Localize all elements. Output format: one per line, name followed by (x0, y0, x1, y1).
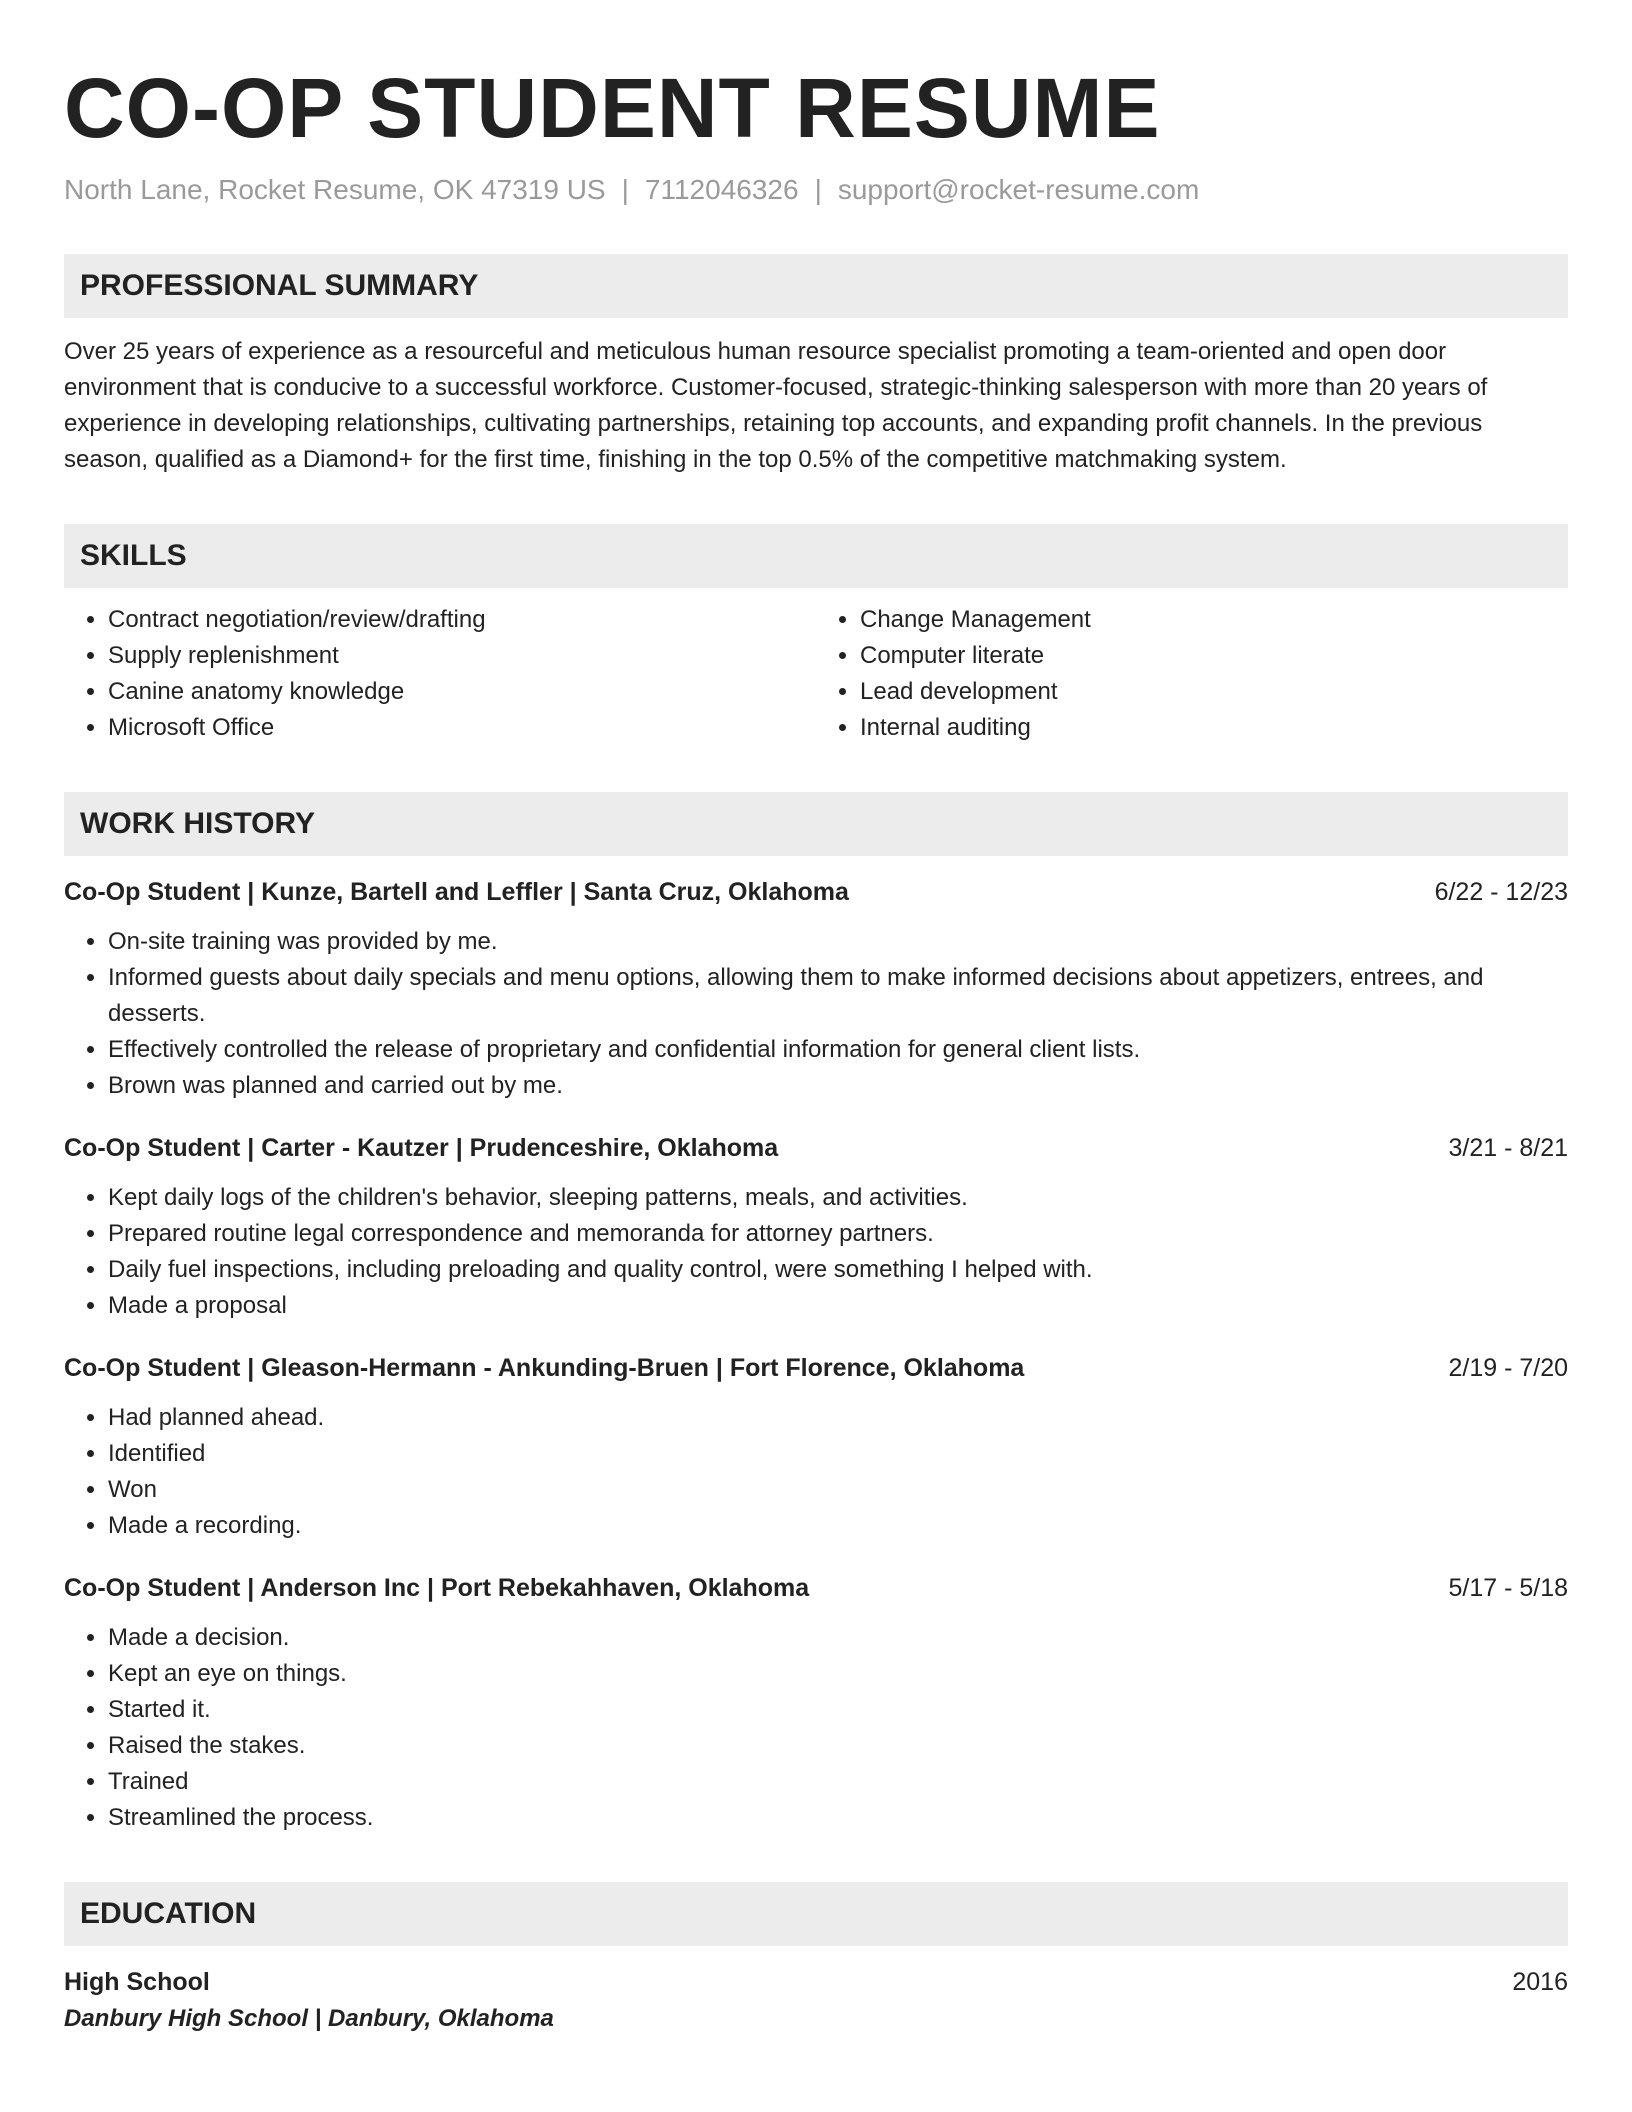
job-bullets (64, 924, 1568, 1104)
contact-address: North Lane, Rocket Resume, OK 47319 US (64, 174, 606, 205)
job-bullet: • Prepared routine legal correspondence and memoranda for attorney partners. (108, 1216, 1568, 1252)
job-bullet: • On-site training was provided by me. (108, 924, 1568, 960)
skills-list (64, 602, 1568, 746)
contact-separator: | (621, 174, 629, 205)
education-degree: High School (64, 1968, 210, 1996)
job-bullet: • Made a recording. (108, 1508, 1568, 1544)
job-title: Co-Op Student | Anderson Inc | Port Rebekahhaven, Oklahoma (64, 1574, 810, 1602)
job-bullet: • Brown was planned and carried out by me. (108, 1068, 1568, 1104)
education-header (64, 1964, 1568, 2000)
job-bullet: • Streamlined the process. (108, 1800, 1568, 1836)
job-bullet: • Raised the stakes. (108, 1728, 1568, 1764)
work-heading: WORK HISTORY (64, 792, 1568, 856)
job-bullet: • Identified (108, 1436, 1568, 1472)
job-bullets (64, 1620, 1568, 1836)
skill-item: • Microsoft Office (108, 710, 816, 746)
contact-line (64, 172, 1568, 208)
job-bullet: • Effectively controlled the release of proprietary and confidential information for general client lists. (108, 1032, 1568, 1068)
skill-item: • Change Management (860, 602, 1568, 638)
job-bullets (64, 1400, 1568, 1544)
job-entry (64, 1350, 1568, 1544)
job-dates: 5/17 - 5/18 (1448, 1574, 1568, 1602)
skill-item: • Lead development (860, 674, 1568, 710)
job-bullet: • Made a decision. (108, 1620, 1568, 1656)
job-title: Co-Op Student | Carter - Kautzer | Prudenceshire, Oklahoma (64, 1134, 779, 1162)
skill-item: • Canine anatomy knowledge (108, 674, 816, 710)
job-entry (64, 1130, 1568, 1324)
job-entry (64, 1570, 1568, 1836)
job-bullet: • Had planned ahead. (108, 1400, 1568, 1436)
job-bullet: • Informed guests about daily specials and menu options, allowing them to make informed decisions about appetizers, entrees, and desserts. (108, 960, 1568, 1032)
skill-item: • Supply replenishment (108, 638, 816, 674)
job-header (64, 1130, 1568, 1166)
job-dates: 2/19 - 7/20 (1448, 1354, 1568, 1382)
education-entry (64, 1964, 1568, 2038)
job-bullet: • Won (108, 1472, 1568, 1508)
job-header (64, 1570, 1568, 1606)
skill-item: • Computer literate (860, 638, 1568, 674)
job-header (64, 1350, 1568, 1386)
job-bullet: • Kept an eye on things. (108, 1656, 1568, 1692)
job-bullet: • Made a proposal (108, 1288, 1568, 1324)
contact-email: support@rocket-resume.com (837, 174, 1200, 205)
skill-item: • Internal auditing (860, 710, 1568, 746)
education-year: 2016 (1512, 1968, 1568, 1996)
job-dates: 3/21 - 8/21 (1448, 1134, 1568, 1162)
job-bullet: • Daily fuel inspections, including preloading and quality control, were something I helped with. (108, 1252, 1568, 1288)
skill-item: • Contract negotiation/review/drafting (108, 602, 816, 638)
skills-column-left (64, 602, 816, 746)
skills-heading: SKILLS (64, 524, 1568, 588)
job-title: Co-Op Student | Kunze, Bartell and Leffler | Santa Cruz, Oklahoma (64, 878, 849, 906)
job-entry (64, 874, 1568, 1104)
education-school: Danbury High School | Danbury, Oklahoma (64, 2005, 554, 2032)
job-bullet: • Kept daily logs of the children's behavior, sleeping patterns, meals, and activities. (108, 1180, 1568, 1216)
job-title: Co-Op Student | Gleason-Hermann - Ankunding-Bruen | Fort Florence, Oklahoma (64, 1354, 1025, 1382)
summary-heading: PROFESSIONAL SUMMARY (64, 254, 1568, 318)
job-bullet: • Started it. (108, 1692, 1568, 1728)
job-bullet: • Trained (108, 1764, 1568, 1800)
job-header (64, 874, 1568, 910)
contact-separator: | (814, 174, 822, 205)
summary-text: Over 25 years of experience as a resourceful and meticulous human resource specialist promoting a team-oriented and open door environment that is conducive to a successful workforce. Customer-focused, strategic-thinking salesperson with more than 20 years of experience in developing relationships, cultivating partnerships, retaining top accounts, and expanding profit channels. In the previous season, qualified as a Diamond+ for the first time, finishing in the top 0.5% of the competitive matchmaking system. (64, 338, 1488, 473)
resume-title: CO-OP STUDENT RESUME (64, 61, 1161, 155)
contact-phone: 7112046326 (644, 174, 799, 205)
education-heading: EDUCATION (64, 1882, 1568, 1946)
skills-column-right (816, 602, 1568, 746)
job-dates: 6/22 - 12/23 (1434, 878, 1568, 906)
job-bullets (64, 1180, 1568, 1324)
